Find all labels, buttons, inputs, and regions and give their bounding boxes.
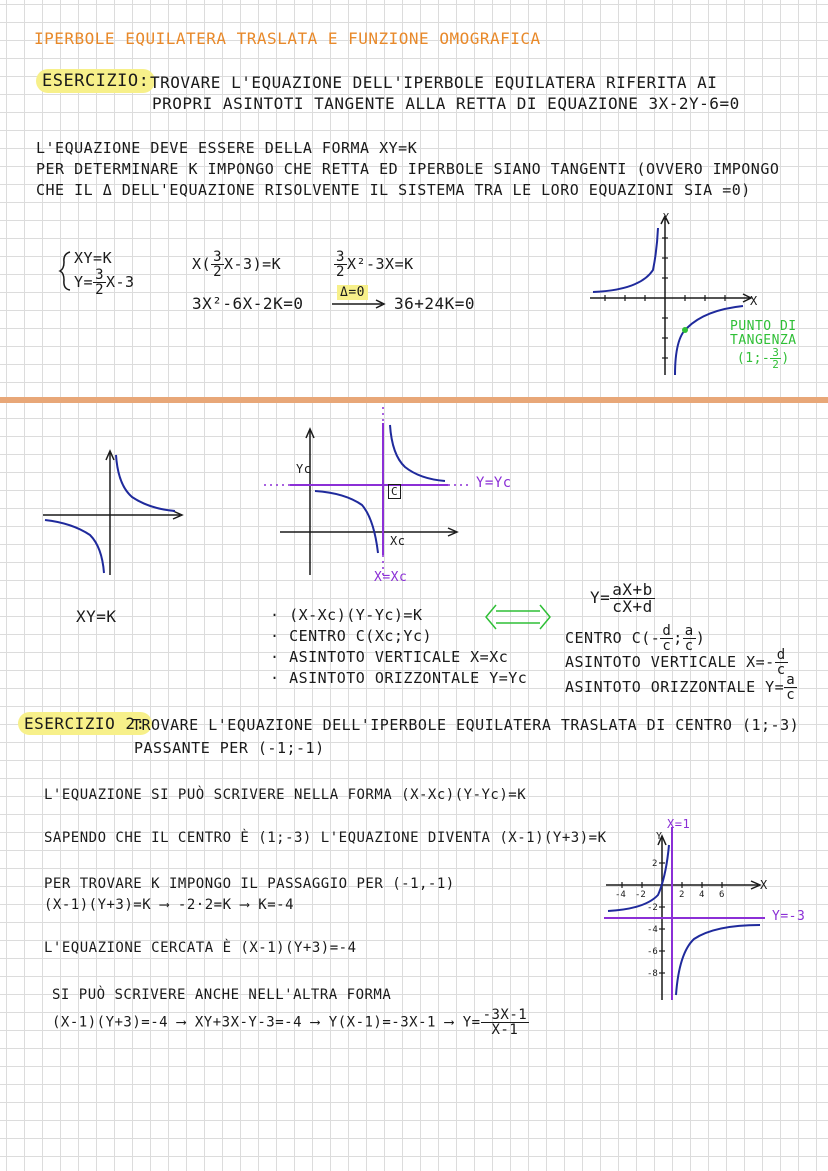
- section-divider: [0, 397, 828, 403]
- graph1-x-label: X: [750, 294, 758, 308]
- ex2-horizontal-asymptote-label: Y=-3: [772, 909, 806, 924]
- quadratic-half-den: 2: [336, 264, 345, 280]
- ex2-graph-x-label: X: [760, 878, 768, 892]
- omographic-center-den-2: c: [684, 638, 694, 654]
- graph-xy-k: [40, 445, 190, 580]
- delta-condition-text: Δ=0: [337, 285, 368, 300]
- ex2-tick-x: 2: [679, 890, 685, 900]
- substitution-eq-lhs: X(: [192, 255, 212, 273]
- ex2-tick-x: -2: [635, 890, 646, 900]
- system-eq-1: XY=K: [74, 249, 113, 267]
- graph1-y-label: Y: [663, 212, 670, 223]
- translated-property: · ASINTOTO ORIZZONTALE Y=Yc: [270, 669, 528, 687]
- tangency-den: 2: [772, 358, 780, 372]
- omographic-horizontal-fraction: [784, 673, 797, 702]
- tangency-point-close: ): [781, 351, 790, 367]
- exercise-2-label-text: ESERCIZIO 2:: [18, 712, 152, 735]
- system-brace: [58, 250, 74, 292]
- ex2-paragraph-6: SI PUÒ SCRIVERE ANCHE NELL'ALTRA FORMA: [52, 987, 392, 1003]
- system-eq-2-lhs: Y=: [74, 273, 94, 291]
- ex2-paragraph-5: L'EQUAZIONE CERCATA È (X-1)(Y+3)=-4: [44, 940, 357, 956]
- graph-yc-label: Yc: [296, 462, 312, 476]
- omographic-num: aX+b: [612, 580, 653, 599]
- translated-property: · CENTRO C(Xc;Yc): [270, 627, 433, 645]
- tangency-point-open: (1;-: [736, 351, 771, 367]
- omographic-center-den-1: c: [662, 638, 672, 654]
- system-eq-2: [74, 268, 135, 297]
- omographic-den: cX+d: [612, 597, 653, 616]
- exercise-1-line-1: TROVARE L'EQUAZIONE DELL'IPERBOLE EQUILATERA RIFERITA AI: [150, 73, 718, 92]
- translated-property-text: CENTRO C(Xc;Yc): [289, 627, 433, 645]
- ex2-paragraph-2: SAPENDO CHE IL CENTRO È (1;-3) L'EQUAZIONE DIVENTA (X-1)(Y+3)=K: [44, 830, 607, 846]
- omographic-center-close: ): [695, 629, 706, 647]
- ex2-paragraph-1: L'EQUAZIONE SI PUÒ SCRIVERE NELLA FORMA (X-Xc)(Y-Yc)=K: [44, 787, 527, 803]
- exercise-1-line-2: PROPRI ASINTOTI TANGENTE ALLA RETTA DI EQUAZIONE 3X-2Y-6=0: [152, 94, 740, 113]
- omographic-center-separator: ;: [673, 629, 683, 647]
- exercise-1-label-text: ESERCIZIO:: [36, 69, 155, 93]
- ex2-paragraph-4: (X-1)(Y+3)=K ⟶ -2·2=K ⟶ K=-4: [44, 897, 295, 913]
- omographic-center-label: CENTRO C(-: [565, 629, 661, 647]
- tangency-fraction: [770, 347, 781, 370]
- tangency-point: [682, 327, 688, 333]
- quadratic-half-rhs: X²-3X=K: [346, 255, 414, 273]
- ex2-final-den: X-1: [491, 1022, 519, 1038]
- tangency-label: [730, 320, 797, 370]
- ex2-tick-y: -6: [647, 947, 658, 957]
- omographic-vertical-num: d: [776, 647, 786, 663]
- omographic-horizontal-asymptote: [565, 673, 797, 702]
- delta-arrow: [332, 299, 388, 309]
- page-title: IPERBOLE EQUILATERA TRASLATA E FUNZIONE OMOGRAFICA: [34, 29, 541, 48]
- ex1-paragraph-2: PER DETERMINARE K IMPONGO CHE RETTA ED IPERBOLE SIANO TANGENTI (OVVERO IMPONGO: [36, 160, 780, 178]
- substitution-num: 3: [213, 249, 222, 265]
- omographic-horizontal-den: c: [786, 687, 796, 703]
- ex2-tick-y: -8: [647, 969, 658, 979]
- tangency-num: 3: [772, 346, 780, 360]
- omographic-horizontal-num: a: [786, 672, 796, 688]
- quadratic-eq: 3X²-6X-2K=0: [192, 294, 304, 313]
- ex2-tick-x: 6: [719, 890, 725, 900]
- translated-property-text: ASINTOTO ORIZZONTALE Y=Yc: [289, 669, 528, 687]
- graph-x-asymptote-label: X=Xc: [374, 570, 408, 585]
- delta-eq: 36+24K=0: [394, 294, 476, 313]
- ex2-graph-y-label: Y: [656, 831, 663, 842]
- graph-xc-label: Xc: [390, 534, 406, 548]
- quadratic-half-fraction: [334, 250, 347, 279]
- ex2-paragraph-7-text: (X-1)(Y+3)=-4 ⟶ XY+3X-Y-3=-4 ⟶ Y(X-1)=-3X-1 ⟶ Y=: [52, 1014, 481, 1031]
- ex2-paragraph-7: [52, 1008, 529, 1037]
- omographic-vertical-den: c: [776, 662, 786, 678]
- ex2-final-fraction: [481, 1008, 530, 1037]
- ex2-vertical-asymptote-label: X=1: [667, 817, 691, 831]
- substitution-eq: [192, 250, 281, 279]
- exercise-2-line-1: TROVARE L'EQUAZIONE DELL'IPERBOLE EQUILATERA TRASLATA DI CENTRO (1;-3): [132, 716, 800, 734]
- ex1-paragraph-3: CHE IL Δ DELL'EQUAZIONE RISOLVENTE IL SISTEMA TRA LE LORO EQUAZIONI SIA =0): [36, 181, 751, 199]
- equivalence-arrow: [484, 602, 552, 632]
- substitution-fraction: [211, 250, 224, 279]
- system-eq-2-num: 3: [95, 267, 104, 283]
- translated-property: · ASINTOTO VERTICALE X=Xc: [270, 648, 509, 666]
- system-eq-2-den: 2: [95, 282, 104, 298]
- tangency-label-line-1: PUNTO DI: [730, 319, 797, 334]
- tangency-label-line-3: [730, 347, 797, 370]
- system-eq-2-rhs: X-3: [106, 273, 135, 291]
- quadratic-half-eq: [334, 250, 414, 279]
- omographic-horizontal-asymptote-label: ASINTOTO ORIZZONTALE Y=: [565, 678, 785, 696]
- system-eq-2-fraction: [93, 268, 106, 297]
- graph-center-label-text: C: [388, 484, 401, 499]
- quadratic-half-num: 3: [336, 249, 345, 265]
- ex2-tick-x: 4: [699, 890, 705, 900]
- translated-property-text: ASINTOTO VERTICALE X=Xc: [289, 648, 509, 666]
- ex2-tick-y: 2: [652, 859, 658, 869]
- exercise-1-label: [36, 72, 155, 92]
- translated-property: · (X-Xc)(Y-Yc)=K: [270, 606, 423, 624]
- graph-xy-k-caption: XY=K: [76, 607, 117, 626]
- translated-property-text: (X-Xc)(Y-Yc)=K: [289, 606, 423, 624]
- omographic-center-num-2: a: [684, 623, 694, 639]
- ex2-paragraph-3: PER TROVARE K IMPONGO IL PASSAGGIO PER (-1,-1): [44, 876, 455, 892]
- omographic-center-num-1: d: [662, 623, 672, 639]
- tangency-label-line-2: TANGENZA: [730, 332, 797, 348]
- ex2-tick-y: -2: [647, 903, 658, 913]
- omographic-function: [590, 582, 655, 615]
- ex2-tick-x: -4: [615, 890, 626, 900]
- omographic-vertical-asymptote-label: ASINTOTO VERTICALE X=-: [565, 653, 775, 671]
- substitution-eq-rhs: X-3)=K: [224, 255, 282, 273]
- ex2-final-num: -3X-1: [482, 1007, 528, 1023]
- graph-y-asymptote-label: Y=Yc: [476, 475, 512, 491]
- substitution-den: 2: [213, 264, 222, 280]
- exercise-2-line-2: PASSANTE PER (-1;-1): [134, 739, 325, 757]
- ex2-tick-y: -4: [647, 925, 658, 935]
- omographic-function-lhs: Y=: [590, 588, 611, 607]
- ex1-paragraph-1: L'EQUAZIONE DEVE ESSERE DELLA FORMA XY=K: [36, 139, 418, 157]
- graph-center-label: [388, 486, 401, 499]
- omographic-fraction: [610, 582, 655, 615]
